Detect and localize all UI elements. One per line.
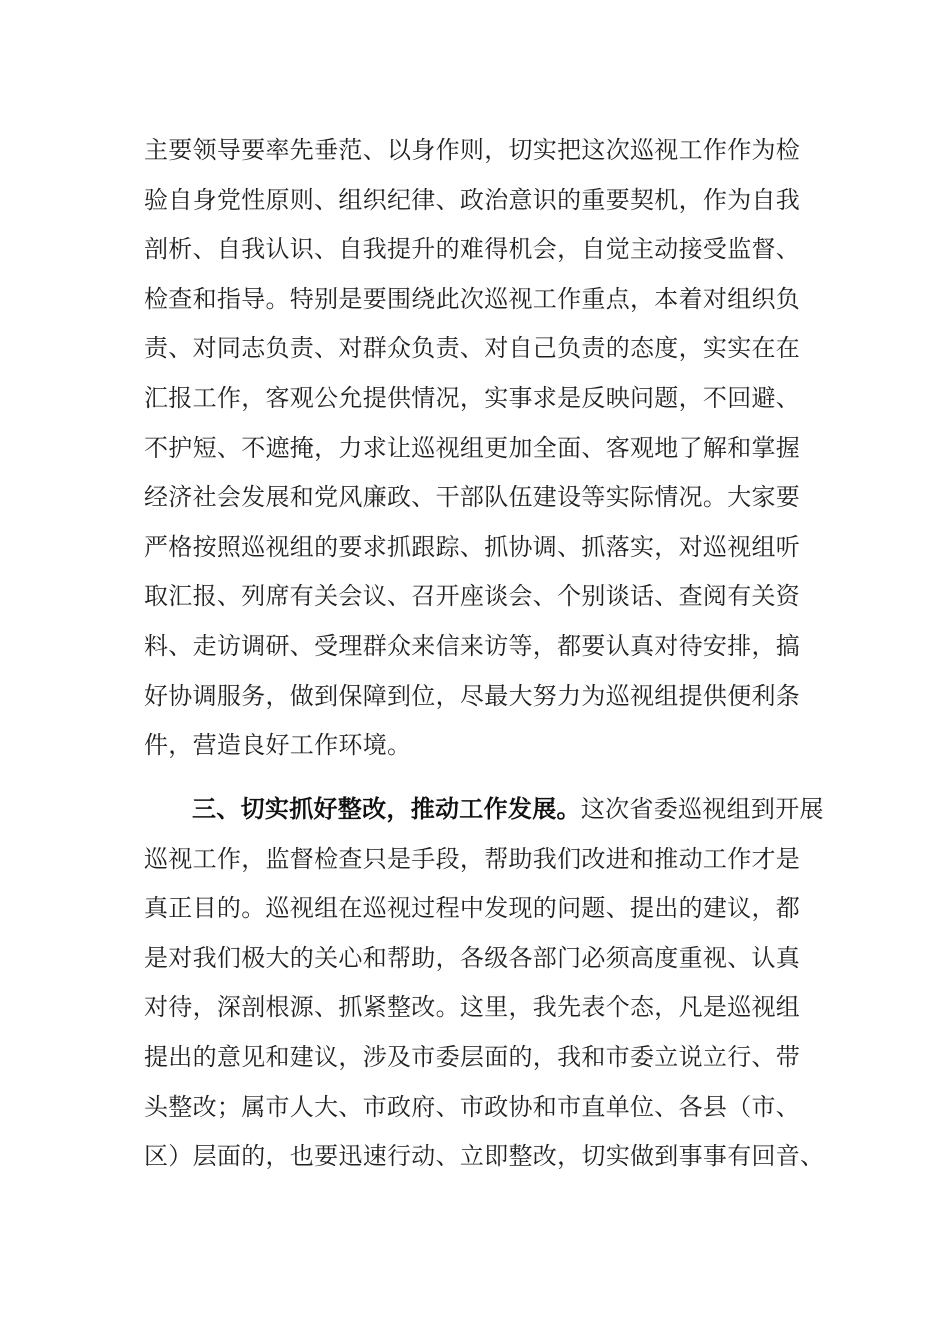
paragraph-line: 剖析、自我认识、自我提升的难得机会，自觉主动接受监督、 [144,235,801,264]
paragraph-line: 区）层面的，也要迅速行动、立即整改，切实做到事事有回音、 [144,1142,825,1171]
paragraph-line: 不护短、不遮掩，力求让巡视组更加全面、客观地了解和掌握 [144,433,801,462]
paragraph-line: 取汇报、列席有关会议、召开座谈会、个别谈话、查阅有关资 [144,582,801,611]
paragraph-line: 提出的意见和建议，涉及市委层面的，我和市委立说立行、带 [144,1042,801,1071]
paragraph-line: 料、走访调研、受理群众来信来访等，都要认真对待安排，搞 [144,631,801,660]
paragraph-line-rest: 这次省委巡视组到开展 [580,795,824,823]
paragraph-line: 件，营造良好工作环境。 [144,731,412,760]
paragraph-line: 主要领导要率先垂范、以身作则，切实把这次巡视工作作为检 [144,136,801,164]
paragraph-line: 汇报工作，客观公允提供情况，实事求是反映问题，不回避、 [144,383,801,412]
paragraph-line: 经济社会发展和党风廉政、干部队伍建设等实际情况。大家要 [144,483,801,512]
paragraph-1 [144,126,814,771]
paragraph-line: 巡视工作，监督检查只是手段，帮助我们改进和推动工作才是 [144,844,801,873]
paragraph-line: 严格按照巡视组的要求抓跟踪、抓协调、抓落实，对巡视组听 [144,532,801,561]
paragraph-line: 验自身党性原则、组织纪律、政治意识的重要契机，作为自我 [144,185,801,214]
paragraph-line: 好协调服务，做到保障到位，尽最大努力为巡视组提供便利条 [144,681,801,710]
paragraph-line: 检查和指导。特别是要围绕此次巡视工作重点，本着对组织负 [144,284,801,313]
paragraph-line: 责、对同志负责、对群众负责、对自己负责的态度，实实在在 [144,334,801,363]
paragraph-first-line [144,785,824,835]
paragraph-line: 是对我们极大的关心和帮助，各级各部门必须高度重视、认真 [144,943,801,972]
paragraph-line: 真正目的。巡视组在巡视过程中发现的问题、提出的建议，都 [144,894,801,923]
paragraph-line: 头整改；属市人大、市政府、市政协和市直单位、各县（市、 [144,1092,801,1121]
paragraph-2 [144,785,825,1182]
paragraph-line: 对待，深剖根源、抓紧整改。这里，我先表个态，凡是巡视组 [144,993,801,1022]
section-heading: 三、切实抓好整改，推动工作发展。 [192,795,581,823]
